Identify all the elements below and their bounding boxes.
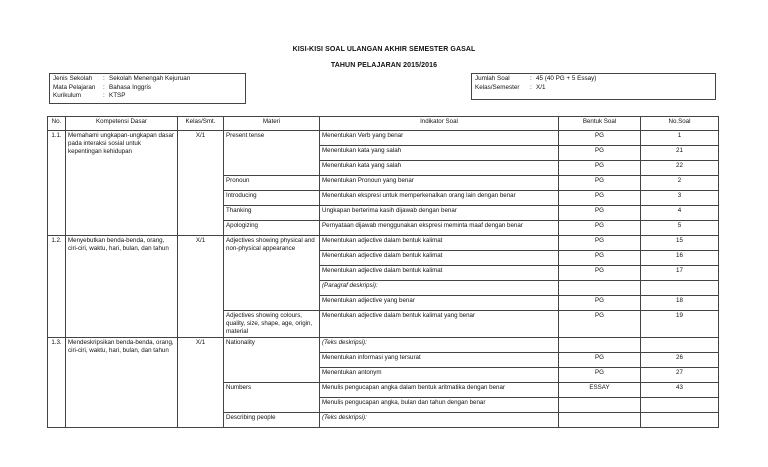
cell-bentuk <box>559 413 641 428</box>
cell-nomor: 19 <box>641 311 719 338</box>
document-subtitle: TAHUN PELAJARAN 2015/2016 <box>330 62 438 69</box>
info-row-jumlah-soal <box>475 75 712 84</box>
cell-nomor: 1 <box>641 131 719 146</box>
cell-kelas: X/1 <box>178 338 224 428</box>
cell-nomor: 16 <box>641 251 719 266</box>
document-title: KISI-KISI SOAL ULANGAN AKHIR SEMESTER GASAL <box>292 46 476 53</box>
table-row <box>48 131 719 146</box>
cell-materi: Thanking <box>224 206 320 221</box>
cell-nomor <box>641 398 719 413</box>
info-label: Jenis Sekolah <box>53 75 93 82</box>
cell-nomor: 22 <box>641 161 719 176</box>
header-kelas-smt: Kelas/Smt. <box>178 117 224 131</box>
cell-nomor: 26 <box>641 353 719 368</box>
cell-bentuk: PG <box>559 191 641 206</box>
cell-indikator: Menentukan Pronoun yang benar <box>320 176 559 191</box>
cell-indikator-heading: (Teks deskripsi): <box>320 338 559 353</box>
cell-materi: Adjectives showing physical and non-physical appearance <box>224 236 320 311</box>
cell-nomor: 5 <box>641 221 719 236</box>
info-separator: : <box>103 83 105 91</box>
cell-nomor: 18 <box>641 296 719 311</box>
info-row-kelas-semester <box>475 84 712 93</box>
cell-bentuk: ESSAY <box>559 383 641 398</box>
cell-materi: Describing people <box>224 413 320 428</box>
cell-bentuk: PG <box>559 251 641 266</box>
cell-bentuk: PG <box>559 131 641 146</box>
cell-indikator: Menentukan adjective yang benar <box>320 296 559 311</box>
cell-indikator: Menentukan ekspresi untuk memperkenalkan orang lain dengan benar <box>320 191 559 206</box>
cell-bentuk: PG <box>559 266 641 281</box>
cell-nomor: 17 <box>641 266 719 281</box>
cell-indikator: Pernyataan dijawab menggunakan ekspresi meminta maaf dengan benar <box>320 221 559 236</box>
cell-bentuk: PG <box>559 296 641 311</box>
cell-kompetensi-dasar: Mendeskripsikan benda-benda, orang, ciri-ciri, waktu, hari, bulan, dan tahun <box>66 338 178 428</box>
cell-kelas: X/1 <box>178 131 224 236</box>
cell-materi: Nationality <box>224 338 320 383</box>
cell-materi: Apologizing <box>224 221 320 236</box>
kisi-kisi-table <box>47 116 719 428</box>
cell-materi: Present tense <box>224 131 320 176</box>
cell-bentuk: PG <box>559 146 641 161</box>
info-separator: : <box>103 75 105 82</box>
cell-indikator: Menentukan informasi yang tersurat <box>320 353 559 368</box>
header-materi: Materi <box>224 117 320 131</box>
cell-materi: Pronoun <box>224 176 320 191</box>
cell-bentuk: PG <box>559 368 641 383</box>
cell-indikator-heading: (Paragraf deskripsi): <box>320 281 559 296</box>
header-no-soal: No.Soal <box>641 117 719 131</box>
cell-indikator: Menulis pengucapan angka, bulan dan tahun dengan benar <box>320 398 559 413</box>
header-bentuk-soal: Bentuk Soal <box>559 117 641 131</box>
cell-nomor: 3 <box>641 191 719 206</box>
cell-no: 1.1. <box>48 131 66 236</box>
cell-nomor: 4 <box>641 206 719 221</box>
header-kompetensi-dasar: Kompetensi Dasar <box>66 117 178 131</box>
cell-indikator: Ungkapan berterima kasih dijawab dengan benar <box>320 206 559 221</box>
cell-indikator: Menentukan antonym <box>320 368 559 383</box>
info-value: X/1 <box>536 83 546 91</box>
cell-materi: Adjectives showing colours, quality, size, shape, age, origin, material <box>224 311 320 338</box>
info-value: Sekolah Menengah Kejuruan <box>109 75 191 82</box>
table-row <box>48 236 719 251</box>
cell-indikator: Menentukan Verb yang benar <box>320 131 559 146</box>
cell-bentuk <box>559 281 641 296</box>
info-separator: : <box>530 75 532 82</box>
cell-nomor: 2 <box>641 176 719 191</box>
school-info-box <box>49 73 246 104</box>
cell-indikator: Menentukan adjective dalam bentuk kalimat <box>320 266 559 281</box>
cell-nomor <box>641 413 719 428</box>
cell-no: 1.3. <box>48 338 66 428</box>
cell-indikator: Menentukan kata yang salah <box>320 146 559 161</box>
cell-kelas: X/1 <box>178 236 224 338</box>
info-separator: : <box>530 83 532 91</box>
cell-nomor: 15 <box>641 236 719 251</box>
info-row-jenis-sekolah <box>53 75 242 84</box>
cell-nomor: 43 <box>641 383 719 398</box>
header-no: No. <box>48 117 66 131</box>
exam-info-box <box>471 73 716 100</box>
cell-kompetensi-dasar: Memahami ungkapan-ungkapan dasar pada interaksi sosial untuk kepentingan kehidupan <box>66 131 178 236</box>
cell-indikator: Menentukan kata yang salah <box>320 161 559 176</box>
cell-nomor <box>641 281 719 296</box>
info-value: Bahasa Inggris <box>109 83 152 91</box>
cell-bentuk: PG <box>559 161 641 176</box>
info-row-mata-pelajaran <box>53 84 242 93</box>
info-label: Kurikulum <box>53 92 81 99</box>
cell-bentuk <box>559 338 641 353</box>
info-label: Kelas/Semester <box>475 83 520 91</box>
info-row-kurikulum <box>53 92 242 101</box>
table-row <box>48 338 719 353</box>
cell-bentuk: PG <box>559 311 641 338</box>
info-label: Jumlah Soal <box>475 75 510 82</box>
cell-indikator: Menentukan adjective dalam bentuk kalimat <box>320 236 559 251</box>
info-value: 45 (40 PG + 5 Essay) <box>536 75 597 82</box>
cell-bentuk: PG <box>559 176 641 191</box>
cell-nomor: 21 <box>641 146 719 161</box>
cell-bentuk: PG <box>559 236 641 251</box>
cell-bentuk: PG <box>559 221 641 236</box>
info-value: KTSP <box>109 92 126 99</box>
cell-bentuk <box>559 398 641 413</box>
info-label: Mata Pelajaran <box>53 83 96 91</box>
cell-no: 1.2. <box>48 236 66 338</box>
cell-indikator: Menulis pengucapan angka dalam bentuk aritmatika dengan benar <box>320 383 559 398</box>
cell-indikator: Menentukan adjective dalam bentuk kalimat <box>320 251 559 266</box>
cell-indikator: Menentukan adjective dalam bentuk kalimat yang benar <box>320 311 559 338</box>
cell-bentuk: PG <box>559 353 641 368</box>
table-header-row <box>48 117 719 131</box>
cell-materi: Numbers <box>224 383 320 413</box>
cell-indikator-heading: (Teks deskripsi): <box>320 413 559 428</box>
cell-nomor <box>641 338 719 353</box>
header-indikator-soal: Indikator Soal <box>320 117 559 131</box>
cell-materi: Introducing <box>224 191 320 206</box>
cell-kompetensi-dasar: Menyebutkan benda-benda, orang, ciri-ciri, waktu, hari, bulan, dan tahun <box>66 236 178 338</box>
cell-bentuk: PG <box>559 206 641 221</box>
info-separator: : <box>103 92 105 99</box>
cell-nomor: 27 <box>641 368 719 383</box>
